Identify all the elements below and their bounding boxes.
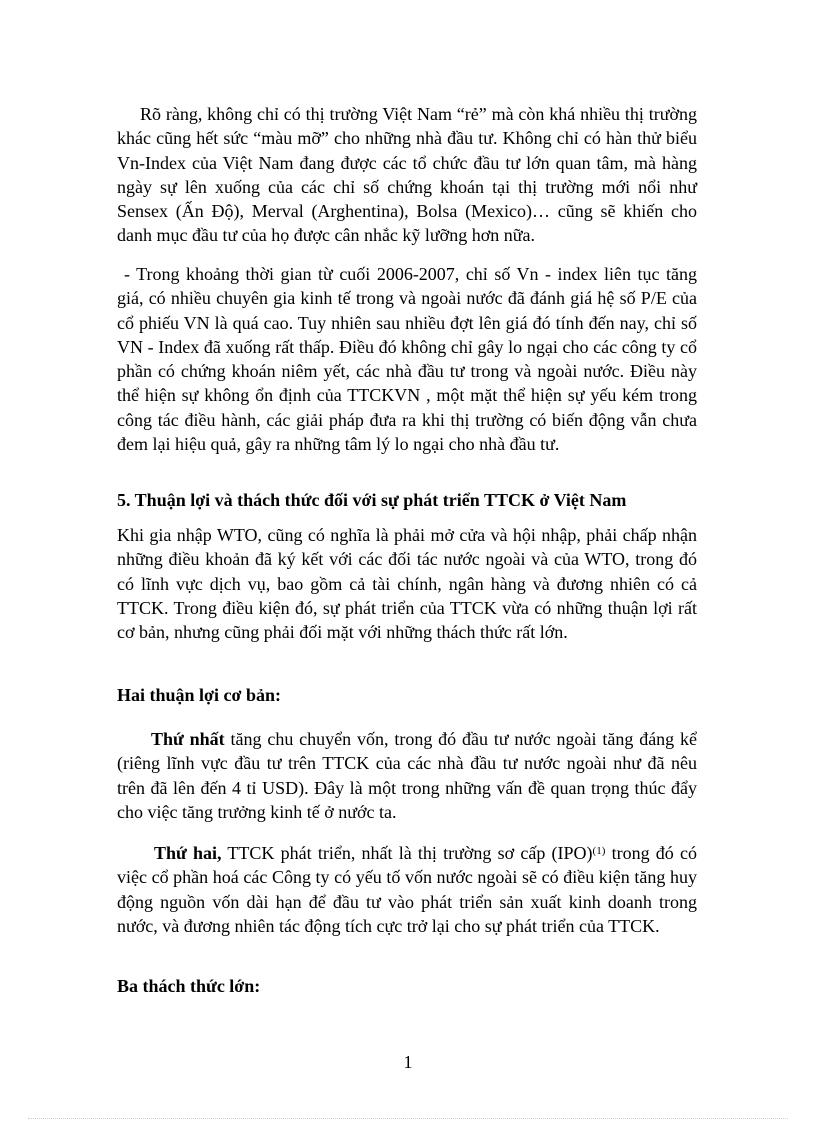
page-bottom-edge: [28, 1118, 788, 1119]
section-heading-opportunities-challenges: 5. Thuận lợi và thách thức đối với sự phát triển TTCK ở Việt Nam: [117, 490, 627, 510]
paragraph-second-advantage: [117, 841, 697, 938]
paragraph-first-advantage: [117, 727, 697, 824]
second-advantage-lead: Thứ hai,: [154, 843, 222, 863]
subheading-three-challenges: Ba thách thức lớn:: [117, 976, 261, 996]
first-advantage-lead: Thứ nhất: [151, 729, 225, 749]
first-advantage-text: tăng chu chuyển vốn, trong đó đầu tư nước ngoài tăng đáng kể (riêng lĩnh vực đầu tư trên TTCK của các nhà đầu tư nước ngoài như đã nêu trên đã lên đến 4 tỉ USD). Đây là một trong những vấn đề quan trọng thúc đẩy cho việc tăng trưởng kinh tế ở nước ta.: [117, 729, 698, 822]
subheading-two-advantages: Hai thuận lợi cơ bản:: [117, 685, 281, 705]
second-advantage-text-a: TTCK phát triển, nhất là thị trường sơ cấp (IPO): [221, 843, 593, 863]
footnote-marker[interactable]: (1): [592, 845, 606, 857]
paragraph-wto-accession: Khi gia nhập WTO, cũng có nghĩa là phải mở cửa và hội nhập, phải chấp nhận những điều khoản đã ký kết với các đối tác nước ngoài và của WTO, trong đó có lĩnh vực dịch vụ, bao gồm cả tài chính, ngân hàng và đương nhiên có cả TTCK. Trong điều kiện đó, sự phát triển của TTCK vừa có những thuận lợi rất cơ bản, nhưng cũng phải đối mặt với những thách thức rất lớn.: [117, 525, 697, 643]
paragraph-vietnam-market-attractiveness: Rõ ràng, không chỉ có thị trường Việt Nam “rẻ” mà còn khá nhiều thị trường khác cũng hết sức “màu mỡ” cho những nhà đầu tư. Không chỉ có hàn thử biểu Vn-Index của Việt Nam đang được các tổ chức đầu tư lớn quan tâm, mà hàng ngày sự lên xuống của các chỉ số chứng khoán tại thị trường mới nổi như Sensex (Ấn Độ), Merval (Arghentina), Bolsa (Mexico)… cũng sẽ khiến cho danh mục đầu tư của họ được cân nhắc kỹ lưỡng hơn nữa.: [117, 104, 697, 246]
paragraph-vn-index-volatility: - Trong khoảng thời gian từ cuối 2006-2007, chỉ số Vn - index liên tục tăng giá, có nhiều chuyên gia kinh tế trong và ngoài nước đã đánh giá hệ số P/E của cổ phiếu VN là quá cao. Tuy nhiên sau nhiều đợt lên giá đó tính đến nay, chỉ số VN - Index đã xuống rất thấp. Điều đó không chỉ gây lo ngại cho các công ty cổ phần có chứng khoán niêm yết, các nhà đầu tư trong và ngoài nước. Điều này thể hiện sự không ổn định của TTCKVN , một mặt thể hiện sự yếu kém trong công tác điều hành, các giải pháp đưa ra khi thị trường có biến động vẫn chưa đem lại hiệu quả, gây ra những tâm lý lo ngại cho nhà đầu tư.: [117, 264, 697, 455]
page-number: 1: [403, 1052, 413, 1072]
second-advantage-text-b: trong đó có việc cổ phần hoá các Công ty có yếu tố vốn nước ngoài sẽ có điều kiện tăng huy động nguồn vốn dài hạn để đầu tư vào phát triển sản xuất kinh doanh trong nước, và đương nhiên tác động tích cực trở lại cho sự phát triển của TTCK.: [117, 843, 697, 936]
